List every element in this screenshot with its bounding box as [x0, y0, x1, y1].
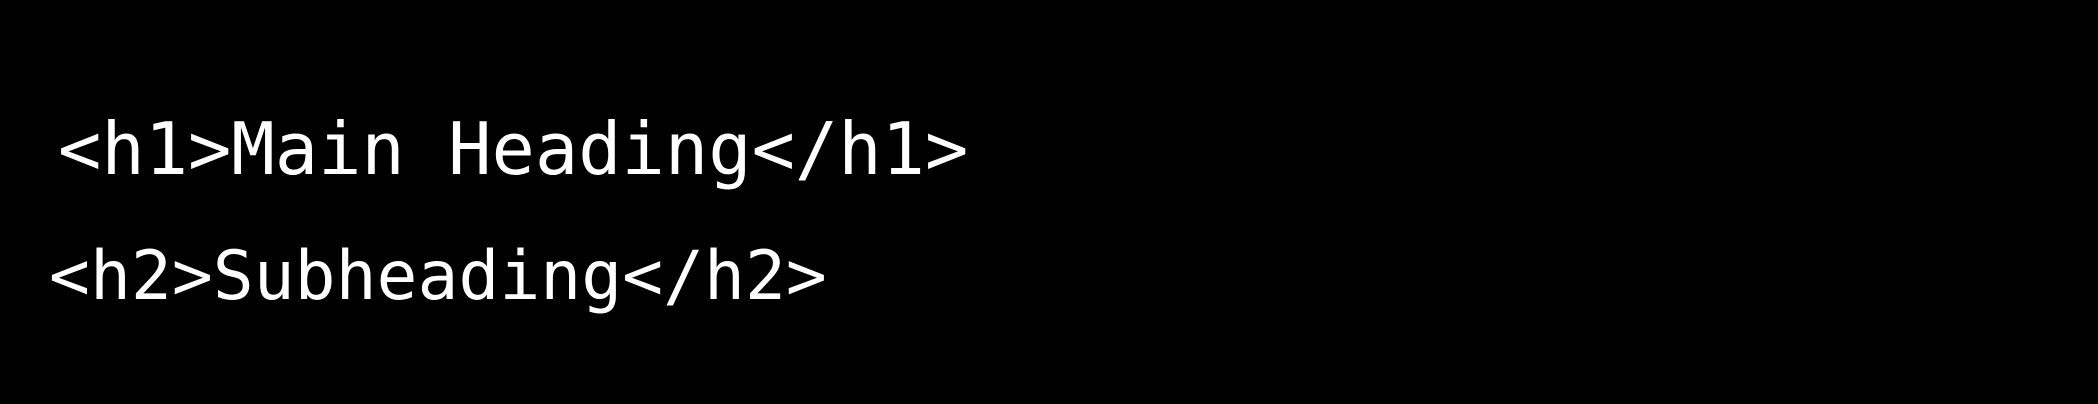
- h1-code-line: <h1>Main Heading</h1>: [58, 107, 969, 191]
- h2-code-line: <h2>Subheading</h2>: [49, 237, 827, 316]
